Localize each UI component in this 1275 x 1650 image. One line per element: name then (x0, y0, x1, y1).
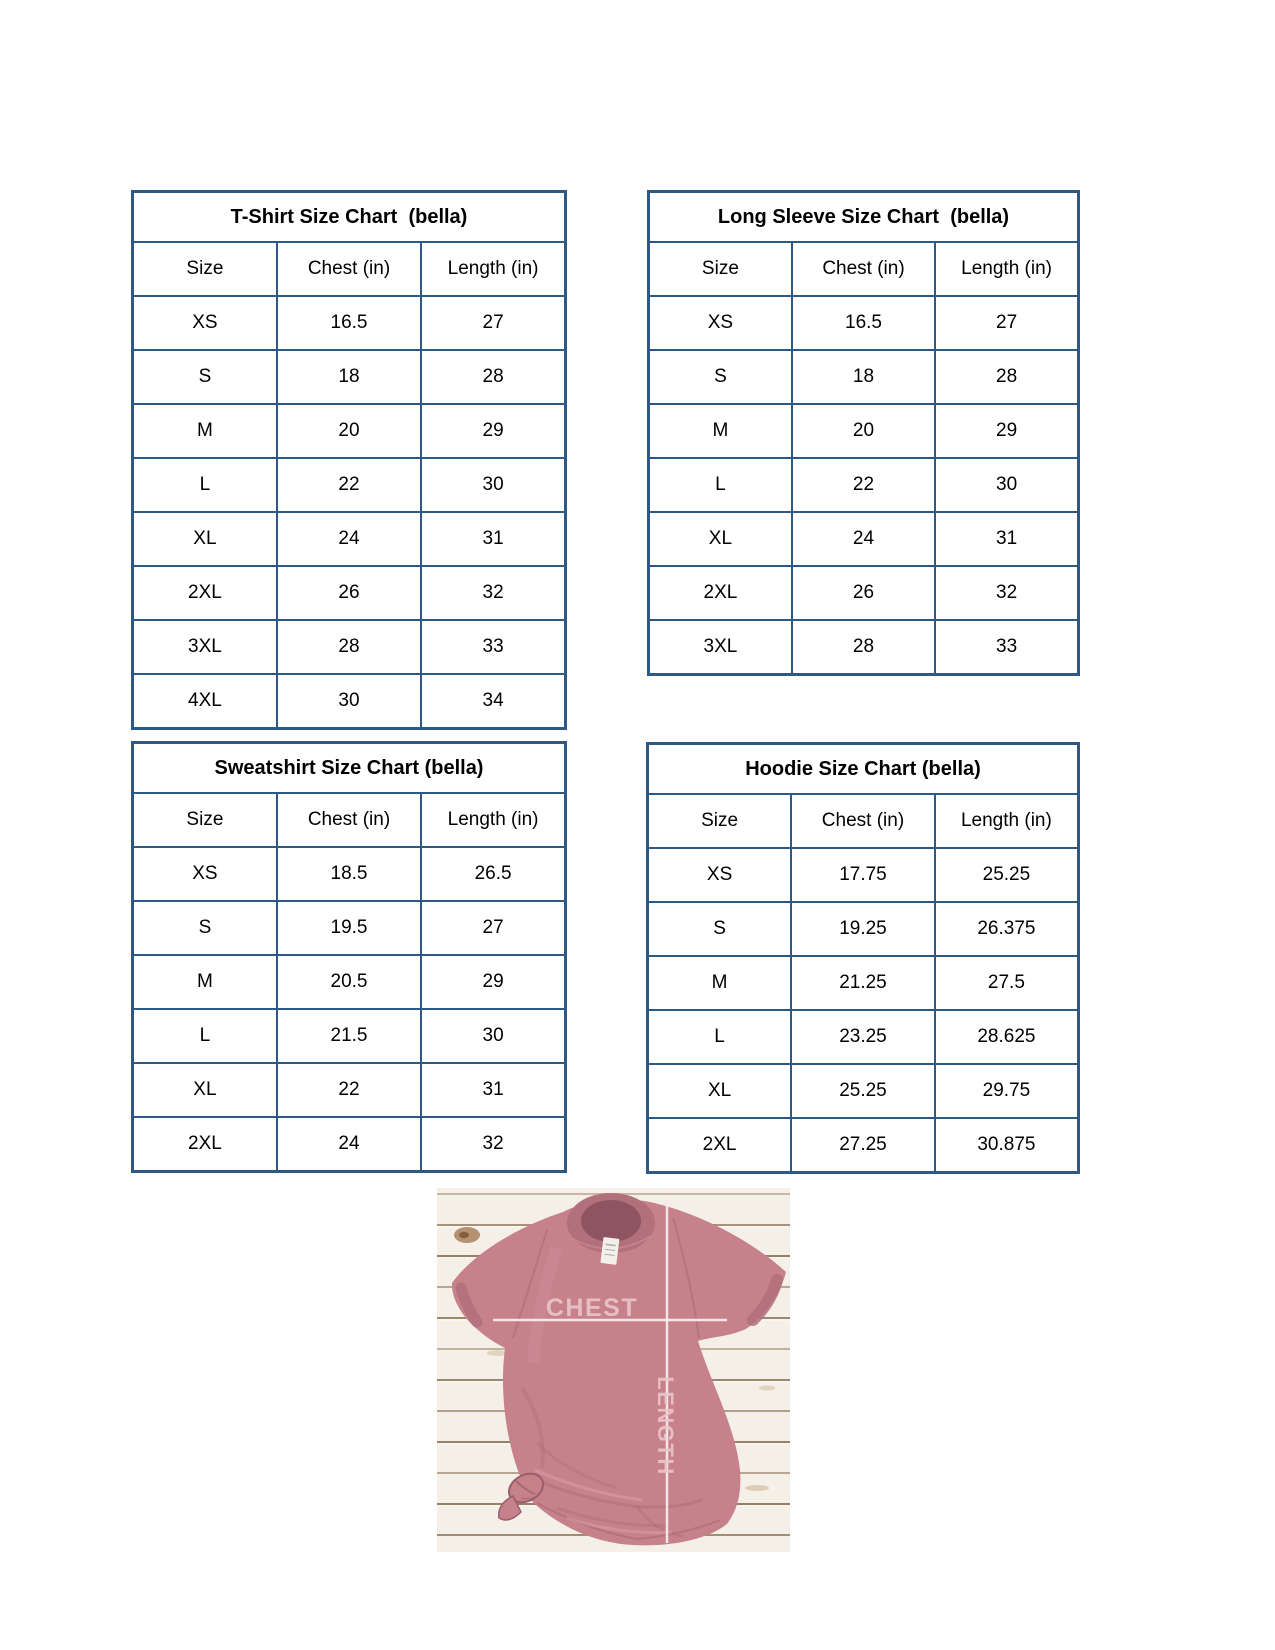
table-row (648, 1010, 1079, 1064)
data-cell: 25.25 (791, 1064, 935, 1118)
data-cell: 24 (277, 1117, 421, 1172)
column-header: Length (in) (935, 794, 1079, 848)
table-title: Hoodie Size Chart (bella) (648, 744, 1079, 795)
data-cell: 27.5 (935, 956, 1079, 1010)
data-cell: 26 (277, 566, 421, 620)
column-header: Size (648, 794, 792, 848)
data-cell: M (649, 404, 792, 458)
data-cell: 29 (421, 404, 565, 458)
header-row (648, 794, 1079, 848)
data-cell: 3XL (649, 620, 792, 675)
header-row (133, 242, 566, 296)
data-cell: L (648, 1010, 792, 1064)
data-cell: XL (648, 1064, 792, 1118)
data-cell: 30 (277, 674, 421, 729)
data-cell: 20 (792, 404, 935, 458)
data-cell: 27 (935, 296, 1078, 350)
size-table-tshirt (131, 190, 567, 730)
data-cell: 17.75 (791, 848, 935, 902)
data-cell: 18 (792, 350, 935, 404)
table-row (133, 674, 566, 729)
data-cell: 27 (421, 296, 565, 350)
table-row (133, 296, 566, 350)
data-cell: 28.625 (935, 1010, 1079, 1064)
size-table (131, 190, 567, 730)
data-cell: 2XL (133, 1117, 277, 1172)
data-cell: 25.25 (935, 848, 1079, 902)
chest-label: CHEST (545, 1294, 639, 1322)
table-row (133, 1117, 566, 1172)
table-row (649, 566, 1079, 620)
table-row (649, 620, 1079, 675)
data-cell: 23.25 (791, 1010, 935, 1064)
data-cell: 28 (421, 350, 565, 404)
table-row (133, 566, 566, 620)
data-cell: 27.25 (791, 1118, 935, 1173)
table-row (649, 296, 1079, 350)
table-row (133, 512, 566, 566)
column-header: Length (in) (935, 242, 1078, 296)
column-header: Size (133, 242, 277, 296)
data-cell: 30.875 (935, 1118, 1079, 1173)
title-row (133, 743, 566, 794)
title-row (648, 744, 1079, 795)
table-row (133, 1009, 566, 1063)
size-table (646, 742, 1080, 1174)
table-row (648, 1118, 1079, 1173)
length-label: LENGTH (653, 1376, 678, 1476)
data-cell: L (649, 458, 792, 512)
data-cell: M (133, 955, 277, 1009)
data-cell: 22 (277, 1063, 421, 1117)
data-cell: 28 (792, 620, 935, 675)
data-cell: XS (648, 848, 792, 902)
table-row (648, 902, 1079, 956)
data-cell: 22 (277, 458, 421, 512)
data-cell: 33 (935, 620, 1078, 675)
table-row (648, 1064, 1079, 1118)
table-row (133, 955, 566, 1009)
data-cell: 16.5 (792, 296, 935, 350)
table-row (133, 458, 566, 512)
table-row (649, 512, 1079, 566)
data-cell: M (648, 956, 792, 1010)
data-cell: XL (649, 512, 792, 566)
data-cell: 24 (792, 512, 935, 566)
data-cell: 31 (421, 512, 565, 566)
data-cell: 2XL (648, 1118, 792, 1173)
table-row (648, 956, 1079, 1010)
column-header: Size (133, 793, 277, 847)
header-row (649, 242, 1079, 296)
size-table (131, 741, 567, 1173)
data-cell: 32 (421, 566, 565, 620)
data-cell: 4XL (133, 674, 277, 729)
data-cell: 30 (935, 458, 1078, 512)
data-cell: S (133, 350, 277, 404)
table-row (649, 458, 1079, 512)
column-header: Chest (in) (792, 242, 935, 296)
data-cell: 28 (935, 350, 1078, 404)
data-cell: 19.25 (791, 902, 935, 956)
neck-label (600, 1237, 619, 1265)
column-header: Length (in) (421, 793, 565, 847)
data-cell: 20.5 (277, 955, 421, 1009)
column-header: Size (649, 242, 792, 296)
table-row (648, 848, 1079, 902)
data-cell: 27 (421, 901, 565, 955)
data-cell: 18.5 (277, 847, 421, 901)
title-row (133, 192, 566, 243)
header-row (133, 793, 566, 847)
table-title: Sweatshirt Size Chart (bella) (133, 743, 566, 794)
table-row (649, 350, 1079, 404)
data-cell: 32 (935, 566, 1078, 620)
data-cell: 20 (277, 404, 421, 458)
data-cell: 26.5 (421, 847, 565, 901)
data-cell: 18 (277, 350, 421, 404)
table-row (133, 1063, 566, 1117)
data-cell: 22 (792, 458, 935, 512)
data-cell: 21.5 (277, 1009, 421, 1063)
data-cell: XL (133, 1063, 277, 1117)
column-header: Chest (in) (791, 794, 935, 848)
table-row (133, 620, 566, 674)
data-cell: XS (133, 296, 277, 350)
data-cell: 26 (792, 566, 935, 620)
data-cell: M (133, 404, 277, 458)
data-cell: XS (649, 296, 792, 350)
data-cell: XL (133, 512, 277, 566)
size-table-longsleeve (647, 190, 1080, 676)
data-cell: 2XL (133, 566, 277, 620)
data-cell: XS (133, 847, 277, 901)
data-cell: 34 (421, 674, 565, 729)
size-table-sweatshirt (131, 741, 567, 1173)
table-title: Long Sleeve Size Chart (bella) (649, 192, 1079, 243)
data-cell: 2XL (649, 566, 792, 620)
data-cell: 33 (421, 620, 565, 674)
data-cell: 21.25 (791, 956, 935, 1010)
table-title: T-Shirt Size Chart (bella) (133, 192, 566, 243)
data-cell: 30 (421, 1009, 565, 1063)
column-header: Chest (in) (277, 242, 421, 296)
table-row (133, 404, 566, 458)
column-header: Length (in) (421, 242, 565, 296)
data-cell: L (133, 1009, 277, 1063)
data-cell: 16.5 (277, 296, 421, 350)
data-cell: 30 (421, 458, 565, 512)
data-cell: 29 (935, 404, 1078, 458)
data-cell: 19.5 (277, 901, 421, 955)
data-cell: 28 (277, 620, 421, 674)
size-table (647, 190, 1080, 676)
data-cell: S (133, 901, 277, 955)
data-cell: 26.375 (935, 902, 1079, 956)
table-row (649, 404, 1079, 458)
product-photo (437, 1188, 790, 1552)
column-header: Chest (in) (277, 793, 421, 847)
data-cell: 24 (277, 512, 421, 566)
table-row (133, 350, 566, 404)
data-cell: 29.75 (935, 1064, 1079, 1118)
data-cell: 29 (421, 955, 565, 1009)
data-cell: S (648, 902, 792, 956)
title-row (649, 192, 1079, 243)
data-cell: 31 (421, 1063, 565, 1117)
data-cell: 32 (421, 1117, 565, 1172)
table-row (133, 901, 566, 955)
size-table-hoodie (646, 742, 1080, 1174)
data-cell: 31 (935, 512, 1078, 566)
data-cell: 3XL (133, 620, 277, 674)
table-row (133, 847, 566, 901)
data-cell: S (649, 350, 792, 404)
data-cell: L (133, 458, 277, 512)
